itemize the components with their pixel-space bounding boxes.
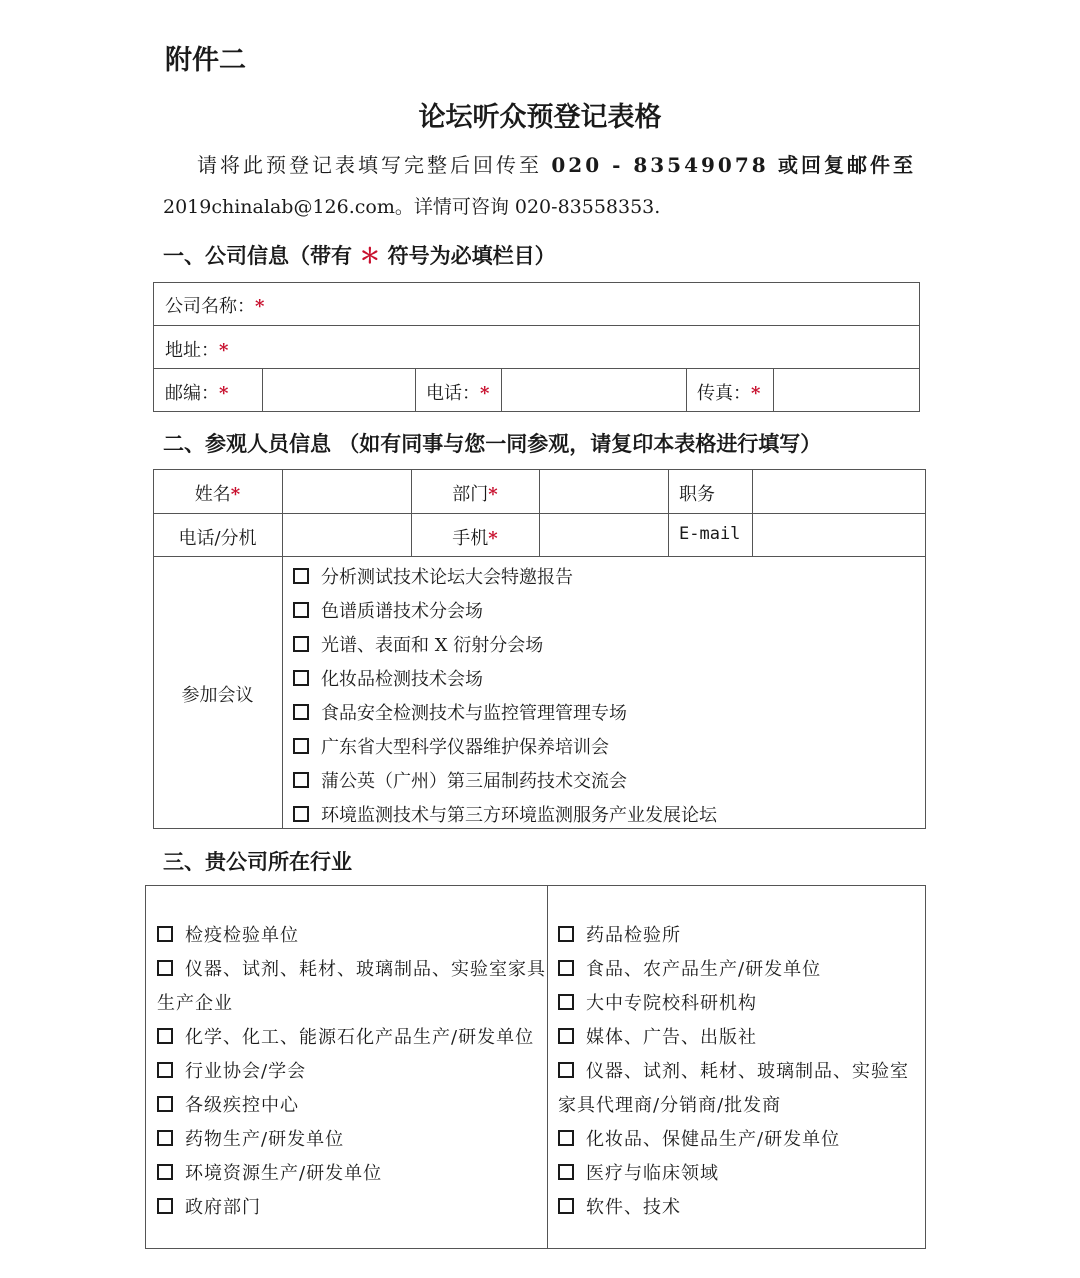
divider bbox=[153, 368, 920, 369]
checkbox[interactable] bbox=[558, 1198, 574, 1214]
divider bbox=[752, 469, 753, 556]
address-field[interactable] bbox=[240, 328, 910, 366]
required-star: * bbox=[751, 383, 761, 404]
industry-option[interactable]: 环境资源生产/研发单位 bbox=[157, 1159, 382, 1185]
email-field[interactable] bbox=[754, 515, 924, 555]
phone-field[interactable] bbox=[503, 370, 685, 410]
intro-fax: 020 - 83549078 bbox=[551, 153, 769, 177]
page-title: 论坛听众预登记表格 bbox=[418, 102, 662, 133]
required-star: * bbox=[488, 484, 498, 505]
checkbox[interactable] bbox=[293, 670, 309, 686]
industry-option[interactable]: 行业协会/学会 bbox=[157, 1057, 306, 1083]
section3-heading: 三、贵公司所在行业 bbox=[163, 850, 352, 874]
checkbox[interactable] bbox=[558, 926, 574, 942]
email-label: E-mail bbox=[679, 524, 741, 544]
company-name-label: 公司名称：* bbox=[165, 296, 265, 317]
checkbox[interactable] bbox=[293, 704, 309, 720]
checkbox[interactable] bbox=[558, 994, 574, 1010]
checkbox[interactable] bbox=[293, 738, 309, 754]
tel-field[interactable] bbox=[284, 515, 410, 555]
checkbox[interactable] bbox=[293, 568, 309, 584]
industry-option[interactable]: 食品、农产品生产/研发单位 bbox=[558, 955, 821, 981]
mobile-label: 手机* bbox=[452, 528, 498, 549]
position-label: 职务 bbox=[679, 484, 715, 505]
dept-label: 部门* bbox=[452, 484, 498, 505]
checkbox[interactable] bbox=[157, 1096, 173, 1112]
company-name-field[interactable] bbox=[270, 285, 910, 323]
required-star: * bbox=[488, 528, 498, 549]
zip-label: 邮编：* bbox=[165, 383, 229, 404]
industry-option[interactable]: 政府部门 bbox=[157, 1193, 261, 1219]
intro-prefix: 请将此预登记表填写完整后回传至 bbox=[197, 153, 542, 177]
phone-label: 电话：* bbox=[426, 383, 490, 404]
industry-option[interactable]: 大中专院校科研机构 bbox=[558, 989, 757, 1015]
checkbox[interactable] bbox=[157, 1130, 173, 1146]
tel-label: 电话/分机 bbox=[178, 528, 257, 549]
fax-field[interactable] bbox=[775, 370, 918, 410]
meeting-option[interactable]: 化妆品检测技术会场 bbox=[293, 665, 483, 691]
divider bbox=[262, 368, 263, 412]
industry-option[interactable]: 媒体、广告、出版社 bbox=[558, 1023, 757, 1049]
checkbox[interactable] bbox=[293, 806, 309, 822]
required-star: * bbox=[230, 484, 241, 505]
checkbox[interactable] bbox=[157, 1062, 173, 1078]
industry-option-continued: 家具代理商/分销商/批发商 bbox=[558, 1095, 782, 1116]
checkbox[interactable] bbox=[293, 602, 309, 618]
industry-option[interactable]: 化妆品、保健品生产/研发单位 bbox=[558, 1125, 840, 1151]
required-star: * bbox=[219, 340, 229, 361]
address-label: 地址：* bbox=[165, 340, 229, 361]
divider bbox=[153, 556, 926, 557]
meeting-option[interactable]: 分析测试技术论坛大会特邀报告 bbox=[293, 563, 573, 589]
divider bbox=[501, 368, 502, 412]
intro-line-1 bbox=[197, 149, 916, 178]
meeting-option[interactable]: 食品安全检测技术与监控管理管理专场 bbox=[293, 699, 627, 725]
industry-option-continued: 生产企业 bbox=[157, 993, 233, 1014]
industry-option[interactable]: 医疗与临床领域 bbox=[558, 1159, 719, 1185]
divider bbox=[539, 469, 540, 556]
meeting-option[interactable]: 广东省大型科学仪器维护保养培训会 bbox=[293, 733, 609, 759]
divider bbox=[547, 885, 548, 1249]
mobile-field[interactable] bbox=[541, 515, 667, 555]
fax-label: 传真：* bbox=[697, 383, 761, 404]
meeting-option[interactable]: 蒲公英（广州）第三届制药技术交流会 bbox=[293, 767, 627, 793]
industry-option[interactable]: 各级疾控中心 bbox=[157, 1091, 299, 1117]
meeting-option[interactable]: 光谱、表面和 X 衍射分会场 bbox=[293, 631, 543, 657]
meeting-option[interactable]: 环境监测技术与第三方环境监测服务产业发展论坛 bbox=[293, 801, 717, 827]
checkbox[interactable] bbox=[157, 1028, 173, 1044]
required-star: * bbox=[480, 383, 490, 404]
required-star: * bbox=[219, 383, 229, 404]
dept-field[interactable] bbox=[541, 471, 667, 512]
industry-option[interactable]: 软件、技术 bbox=[558, 1193, 681, 1219]
industry-option[interactable]: 药品检验所 bbox=[558, 921, 681, 947]
attachment-label: 附件二 bbox=[165, 45, 246, 76]
divider bbox=[282, 469, 283, 829]
checkbox[interactable] bbox=[558, 1164, 574, 1180]
position-field[interactable] bbox=[754, 471, 924, 512]
checkbox[interactable] bbox=[293, 636, 309, 652]
checkbox[interactable] bbox=[157, 1198, 173, 1214]
checkbox[interactable] bbox=[558, 1028, 574, 1044]
zip-field[interactable] bbox=[264, 370, 414, 410]
industry-option[interactable]: 药物生产/研发单位 bbox=[157, 1125, 344, 1151]
divider bbox=[773, 368, 774, 412]
checkbox[interactable] bbox=[293, 772, 309, 788]
checkbox[interactable] bbox=[157, 960, 173, 976]
divider bbox=[668, 469, 669, 556]
industry-option[interactable]: 化学、化工、能源石化产品生产/研发单位 bbox=[157, 1023, 534, 1049]
meeting-option[interactable]: 色谱质谱技术分会场 bbox=[293, 597, 483, 623]
checkbox[interactable] bbox=[157, 1164, 173, 1180]
section1-heading-suffix: 符号为必填栏目） bbox=[387, 244, 556, 268]
industry-option[interactable]: 仪器、试剂、耗材、玻璃制品、实验室家具 bbox=[157, 955, 546, 981]
name-field[interactable] bbox=[284, 471, 410, 512]
section1-heading-prefix: 一、公司信息（带有 bbox=[163, 244, 352, 268]
section2-heading: 二、参观人员信息 （如有同事与您一同参观，请复印本表格进行填写） bbox=[163, 432, 822, 456]
checkbox[interactable] bbox=[157, 926, 173, 942]
intro-suffix: 或回复邮件至 bbox=[778, 153, 917, 177]
checkbox[interactable] bbox=[558, 960, 574, 976]
divider bbox=[153, 325, 920, 326]
divider bbox=[415, 368, 416, 412]
industry-option[interactable]: 仪器、试剂、耗材、玻璃制品、实验室 bbox=[558, 1057, 909, 1083]
required-star: * bbox=[255, 296, 265, 317]
name-label: 姓名* bbox=[194, 484, 241, 505]
checkbox[interactable] bbox=[558, 1062, 574, 1078]
divider bbox=[686, 368, 687, 412]
intro-line-2: 2019chinalab@126.com。详情可咨询 020-83558353. bbox=[163, 196, 661, 218]
section1-heading bbox=[163, 240, 556, 270]
industry-option[interactable]: 检疫检验单位 bbox=[157, 921, 299, 947]
meeting-label: 参加会议 bbox=[181, 685, 254, 706]
checkbox[interactable] bbox=[558, 1130, 574, 1146]
required-star: ＊ bbox=[359, 244, 381, 268]
